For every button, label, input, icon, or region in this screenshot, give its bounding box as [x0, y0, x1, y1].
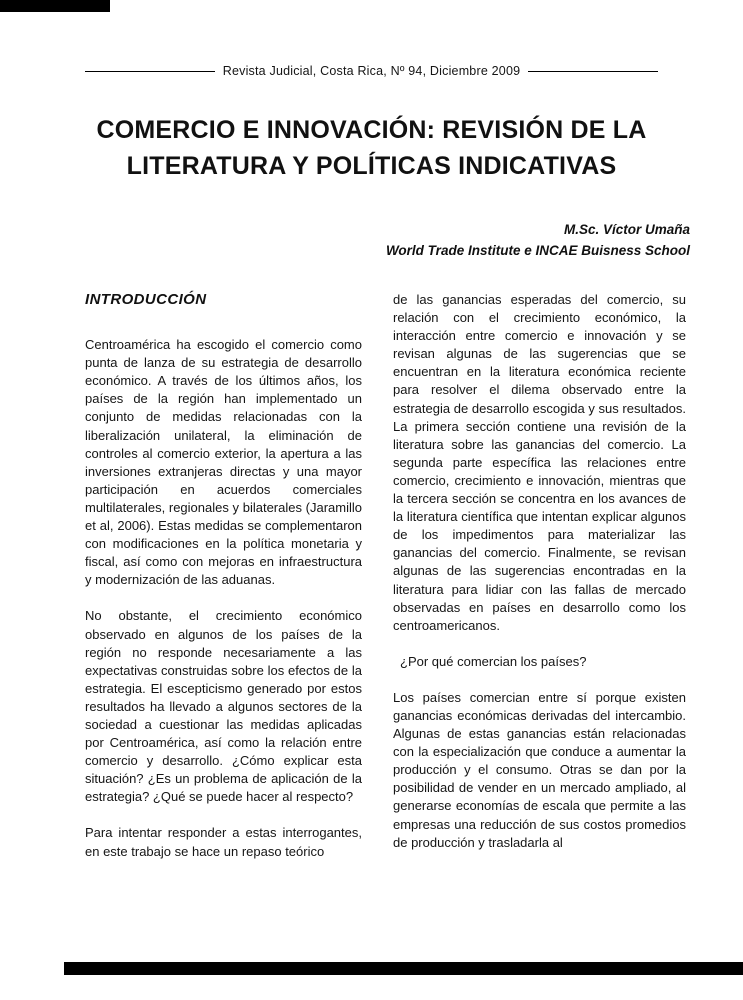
author-name: M.Sc. Víctor Umaña: [563, 222, 690, 237]
paragraph: Los países comercian entre sí porque existen ganancias económicas derivadas del intercambio. Algunas de estas ganancias están relacionadas con la especialización que conduce a aumentar la producción y el consumo. Otras se dan por la posibilidad de vender en un mercado ampliado, al generarse economías de escala que permite a las empresas una reducción de sus costos promedios de producción y trasladarla al: [393, 689, 686, 850]
paragraph: Para intentar responder a estas interrogantes, en este trabajo se hace un repaso teórico: [85, 825, 362, 859]
header-rule-left: [85, 71, 215, 72]
header-rule-right: [528, 71, 658, 72]
bottom-black-bar: [64, 962, 743, 975]
subsection-question: ¿Por qué comercian los países?: [400, 653, 587, 669]
article-body: [85, 291, 686, 879]
paragraph: Centroamérica ha escogido el comercio como punta de lanza de su estrategia de desarrollo económico. A través de los últimos años, los países de la región han implementado un conjunto de medidas relacionadas con la liberalización unilateral, la eliminación de controles al comercio exterior, la apertura a las inversiones extranjeras directas y una mayor participación en acuerdos comerciales multilaterales, regionales y bilaterales (Jaramillo et al, 2006). Estas medidas se complementaron con modificaciones en la política monetaria y fiscal, así como con mejoras en infraestructura y modernización de las aduanas.: [85, 337, 362, 588]
byline: [386, 220, 690, 262]
section-heading-introduccion: INTRODUCCIÓN: [85, 291, 207, 308]
right-column: [393, 291, 686, 879]
journal-header-text: Revista Judicial, Costa Rica, Nº 94, Diciembre 2009: [222, 64, 521, 78]
article-title: COMERCIO E INNOVACIÓN: REVISIÓN DE LA LITERATURA Y POLÍTICAS INDICATIVAS: [96, 116, 647, 180]
author-affiliation: World Trade Institute e INCAE Buisness School: [385, 242, 690, 258]
left-column: [85, 291, 362, 879]
paragraph: de las ganancias esperadas del comercio, su relación con el crecimiento económico, la interacción entre comercio e innovación y se revisan algunas de las sugerencias que se encuentran en la literatura económica reciente para resolver el dilema observado entre la estrategia de desarrollo escogida y sus resultados. La primera sección contiene una revisión de la literatura sobre las ganancias del comercio. La segunda parte específica las relaciones entre comercio, crecimiento e innovación, mientras que la tercera sección se concentra en los avances de la literatura científica que intentan explicar algunos de los impedimentos para materializar las ganancias del comercio. Finalmente, se revisan algunas de las sugerencias encontradas en la literatura para lidiar con las fallas de mercado observadas en países en desarrollo como los centroamericanos.: [393, 292, 686, 633]
journal-header: [85, 64, 658, 78]
paragraph: No obstante, el crecimiento económico observado en algunos de los países de la región no responde necesariamente a las expectativas construidas sobre los efectos de la estrategia. El escepticismo generado por estos resultados ha llevado a algunos sectores de la sociedad a cuestionar las medidas aplicadas por Centroamérica, así como la relación entre comercio y desarrollo. ¿Cómo explicar esta situación? ¿Es un problema de aplicación de la estrategia? ¿Qué se puede hacer al respecto?: [85, 608, 362, 805]
top-left-black-bar: [0, 0, 110, 12]
